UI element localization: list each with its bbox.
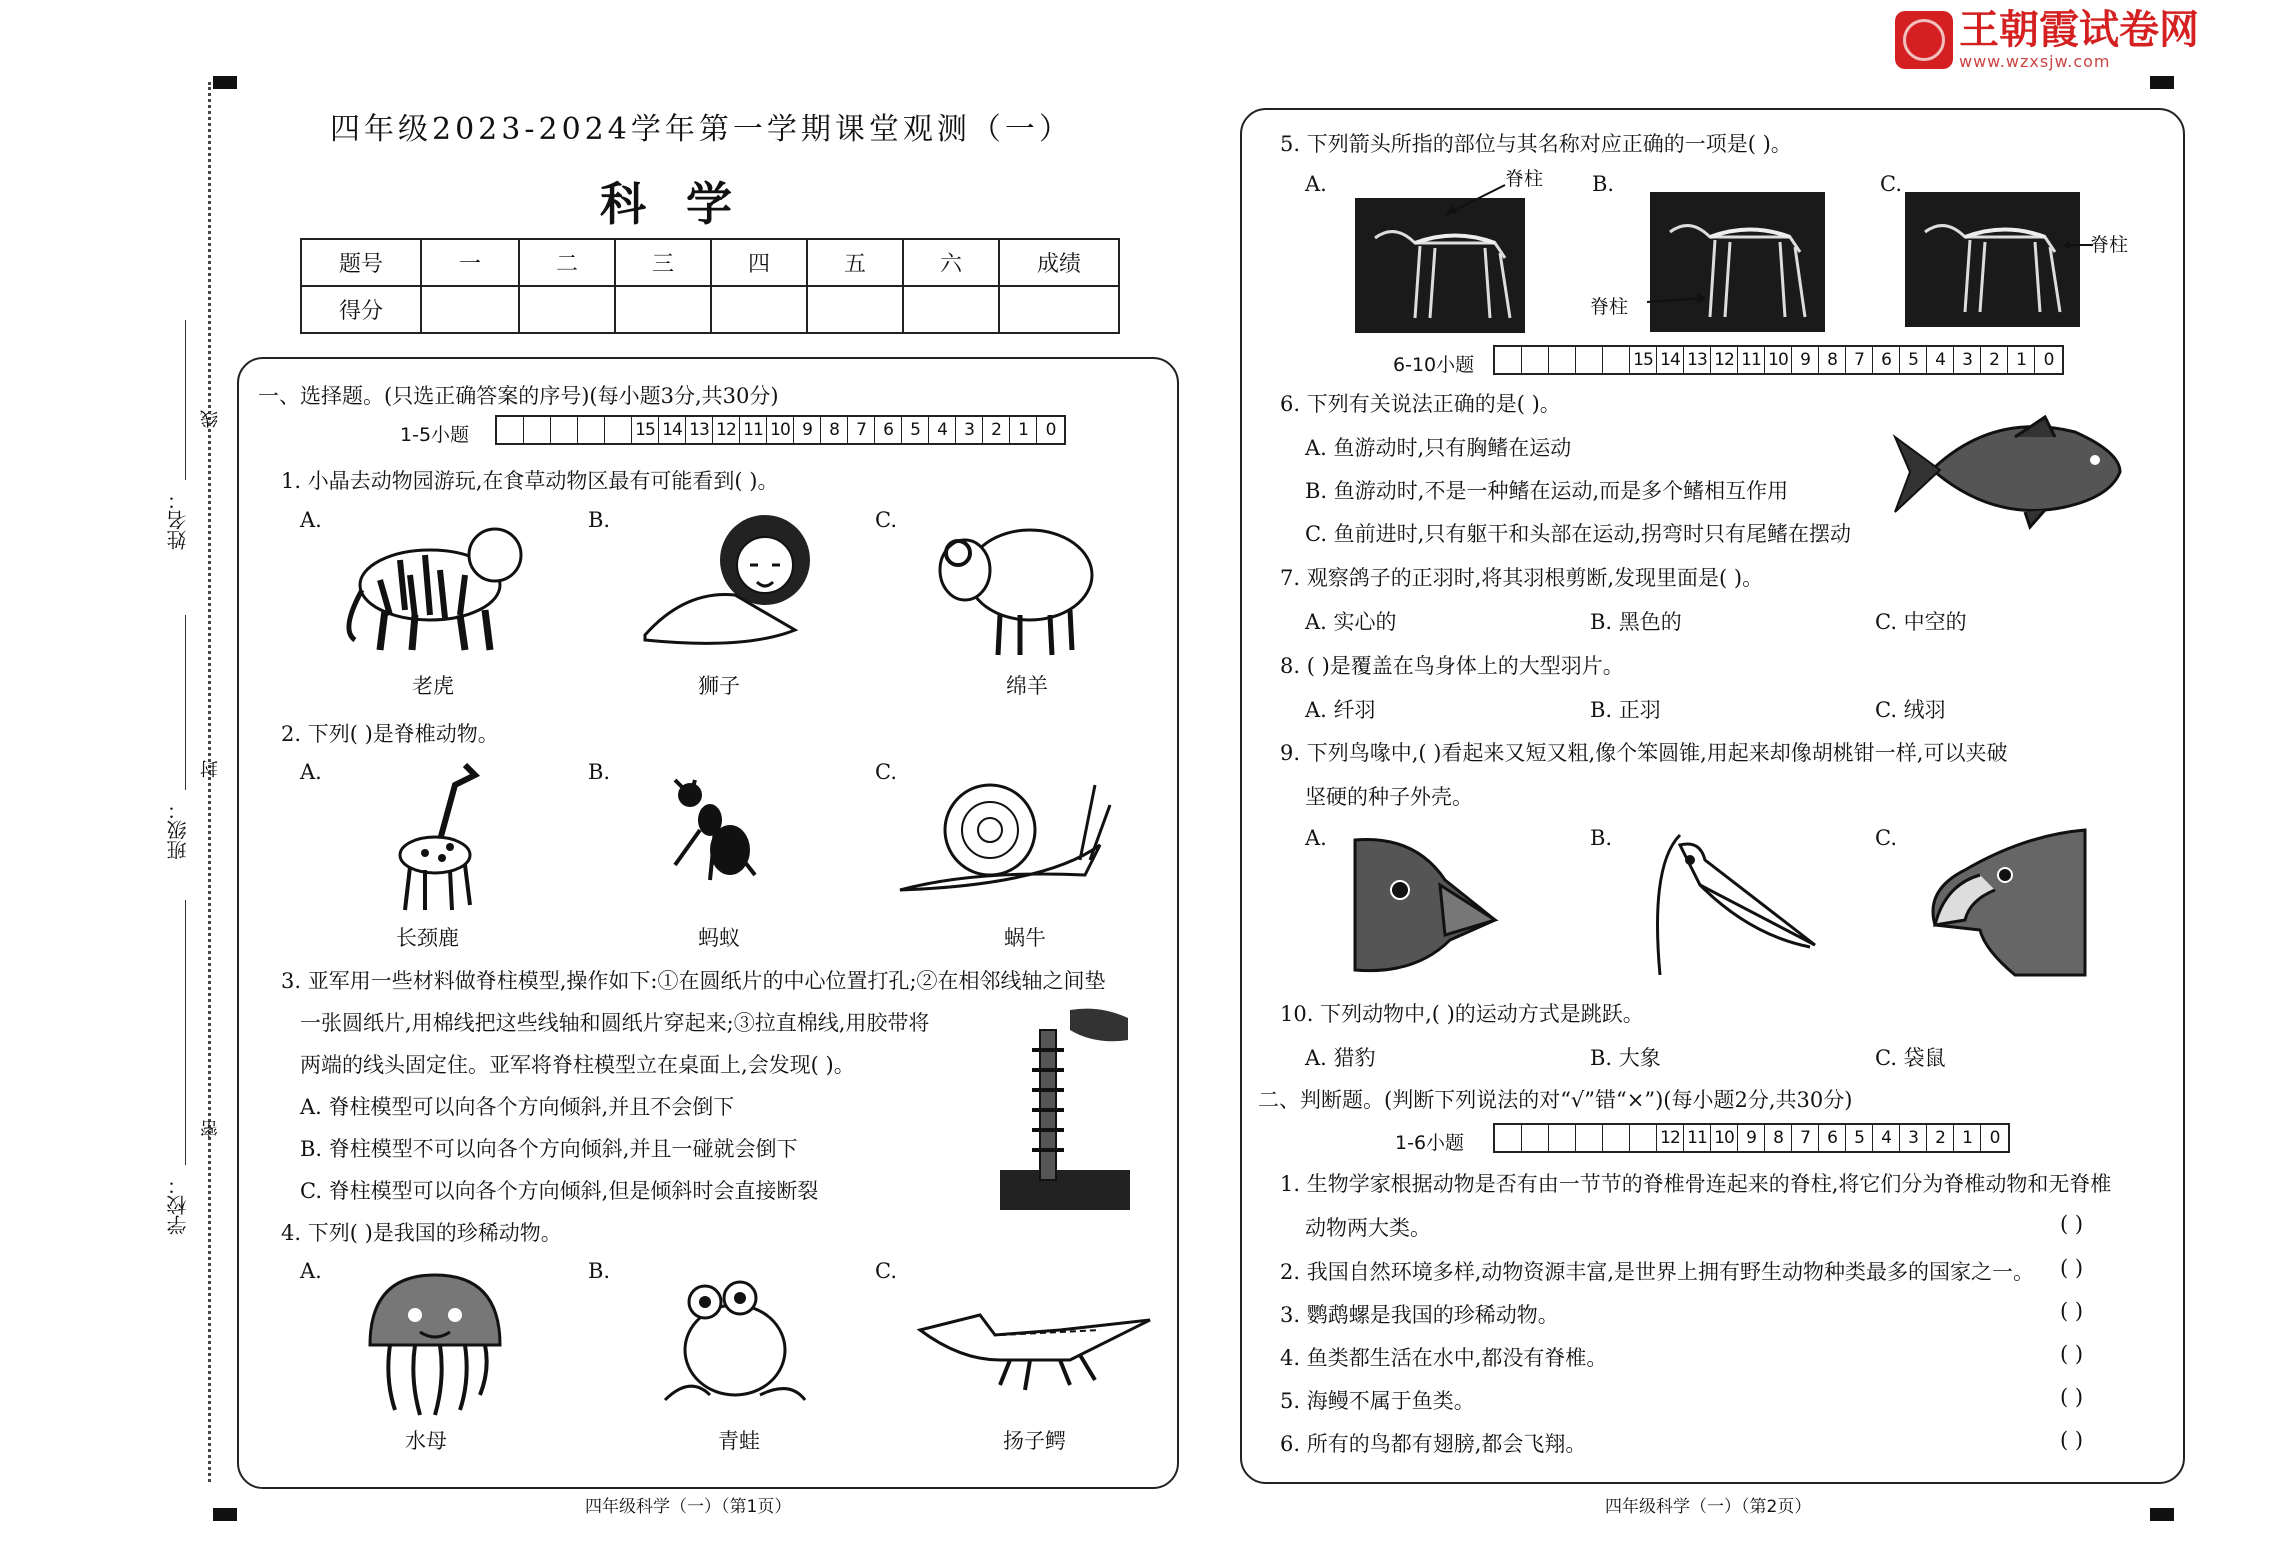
footer-page2: 四年级科学（一）（第2页） [1605, 1497, 1812, 1517]
spine-tag-b: 脊柱 [1590, 296, 1629, 318]
option-label: C. [875, 760, 897, 784]
q10-option: C. 袋鼠 [1875, 1046, 1946, 1070]
judge-item-4: 4. 鱼类都生活在水中,都没有脊椎。 [1280, 1346, 1608, 1370]
seal-icon [1895, 11, 1953, 69]
q2-stem: 2. 下列( )是脊椎动物。 [281, 722, 499, 746]
judge-answer-paren[interactable]: ( ) [2060, 1385, 2084, 1409]
judge-item-6: 6. 所有的鸟都有翅膀,都会飞翔。 [1280, 1432, 1587, 1456]
answer-grid-judge[interactable]: 12 11 10 9 8 7 6 5 4 3 2 1 0 [1493, 1123, 2010, 1153]
q3-line: 3. 亚军用一些材料做脊柱模型,操作如下:①在圆纸片的中心位置打孔;②在相邻线轴之间垫 [281, 969, 1106, 993]
option-label: C. [1880, 172, 1902, 196]
judge-answer-paren[interactable]: ( ) [2060, 1342, 2084, 1366]
option-label: C. [875, 1259, 897, 1283]
score-header-cell: 二 [519, 239, 615, 286]
arrow-icon [1440, 180, 1510, 220]
judge-answer-paren[interactable]: ( ) [2060, 1256, 2084, 1280]
school-label: 学校： [166, 1175, 190, 1235]
q3-option: A. 脊柱模型可以向各个方向倾斜,并且不会倒下 [300, 1095, 735, 1119]
exam-title: 四年级2023-2024学年第一学期课堂观测（一） [330, 112, 1073, 147]
judge-item-5: 5. 海鳗不属于鱼类。 [1280, 1389, 1475, 1413]
name-label: 姓名： [166, 490, 190, 550]
binding-feng: 封 [200, 760, 221, 778]
judge-answer-paren[interactable]: ( ) [2060, 1299, 2084, 1323]
watermark-url: www.wzxsjw.com [1959, 52, 2111, 71]
beak-b-illustration [1640, 835, 1820, 975]
registration-mark [2150, 1508, 2174, 1521]
judge-item-3: 3. 鹦鹉螺是我国的珍稀动物。 [1280, 1303, 1559, 1327]
name-underline [185, 320, 186, 480]
caption: 扬子鳄 [1003, 1429, 1066, 1453]
option-label: A. [300, 760, 322, 784]
q9-line: 坚硬的种子外壳。 [1305, 785, 1473, 809]
q7-option: A. 实心的 [1305, 610, 1397, 634]
arrow-icon [1642, 290, 1712, 310]
tiger-illustration [340, 520, 530, 660]
ant-illustration [665, 775, 765, 895]
beak-a-illustration [1355, 840, 1495, 975]
score-header-cell: 成绩 [999, 239, 1119, 286]
score-header-cell: 六 [903, 239, 999, 286]
caption: 老虎 [412, 674, 454, 698]
q8-option: A. 纤羽 [1305, 698, 1376, 722]
frog-illustration [660, 1280, 810, 1410]
judge-item-1-cont: 动物两大类。 [1305, 1216, 1431, 1240]
q3-line: 两端的线头固定住。亚军将脊柱模型立在桌面上,会发现( )。 [300, 1053, 855, 1077]
option-label: B. [1592, 172, 1615, 196]
q6-option: C. 鱼前进时,只有躯干和头部在运动,拐弯时只有尾鳍在摆动 [1305, 522, 1852, 546]
option-label: B. [588, 760, 611, 784]
score-header-cell: 一 [421, 239, 519, 286]
option-label: B. [588, 1259, 611, 1283]
q6-stem: 6. 下列有关说法正确的是( )。 [1280, 392, 1561, 416]
binding-mi: 密 [200, 1120, 221, 1138]
skeleton-image-b [1650, 192, 1825, 332]
grid-label-1-5: 1-5小题 [400, 424, 470, 446]
sheep-illustration [930, 515, 1100, 665]
registration-mark [213, 76, 237, 89]
score-input-cell[interactable] [421, 286, 519, 333]
judge-item-1: 1. 生物学家根据动物是否有由一节节的脊椎骨连起来的脊柱,将它们分为脊椎动物和无脊椎 [1280, 1172, 2112, 1196]
arrow-icon [2060, 240, 2095, 250]
skeleton-image-c [1905, 192, 2080, 327]
q3-option: C. 脊柱模型可以向各个方向倾斜,但是倾斜时会直接断裂 [300, 1179, 819, 1203]
option-label: B. [588, 508, 611, 532]
caption: 水母 [405, 1429, 447, 1453]
q1-stem: 1. 小晶去动物园游玩,在食草动物区最有可能看到( )。 [281, 469, 779, 493]
q8-stem: 8. ( )是覆盖在鸟身体上的大型羽片。 [1280, 654, 1624, 678]
judge-answer-paren[interactable]: ( ) [2060, 1428, 2084, 1452]
spine-model-illustration [1000, 1010, 1130, 1210]
option-label: C. [875, 508, 897, 532]
score-header-cell: 四 [711, 239, 807, 286]
score-row-label: 得分 [301, 286, 421, 333]
score-input-cell[interactable] [519, 286, 615, 333]
q10-option: B. 大象 [1590, 1046, 1661, 1070]
q6-option: B. 鱼游动时,不是一种鳍在运动,而是多个鳍相互作用 [1305, 479, 1789, 503]
q3-option: B. 脊柱模型不可以向各个方向倾斜,并且一碰就会倒下 [300, 1137, 798, 1161]
q4-stem: 4. 下列( )是我国的珍稀动物。 [281, 1221, 562, 1245]
spine-tag-c: 脊柱 [2090, 234, 2129, 256]
score-table [300, 238, 1120, 334]
spine-tag-a: 脊柱 [1505, 168, 1544, 190]
subject-title: 科学 [600, 177, 772, 231]
q8-option: C. 绒羽 [1875, 698, 1946, 722]
caption: 绵羊 [1006, 674, 1048, 698]
score-header-cell: 五 [807, 239, 903, 286]
watermark-logo [1895, 8, 2199, 71]
giraffe-illustration [380, 755, 500, 915]
binding-dotted-line [208, 82, 211, 1482]
option-label: A. [1305, 826, 1327, 850]
judge-item-2: 2. 我国自然环境多样,动物资源丰富,是世界上拥有野生动物种类最多的国家之一。 [1280, 1260, 2035, 1284]
fish-illustration [1895, 412, 2125, 527]
caption: 青蛙 [718, 1429, 760, 1453]
q10-option: A. 猎豹 [1305, 1046, 1376, 1070]
q7-option: B. 黑色的 [1590, 610, 1682, 634]
class-label: 班级： [166, 800, 190, 860]
watermark-name: 王朝霞试卷网 [1959, 7, 2199, 53]
footer-page1: 四年级科学（一）（第1页） [585, 1497, 792, 1517]
option-label: A. [300, 508, 322, 532]
score-header-cell: 三 [615, 239, 711, 286]
snail-illustration [895, 765, 1115, 905]
q6-option: A. 鱼游动时,只有胸鳍在运动 [1305, 436, 1572, 460]
score-input-cell[interactable] [999, 286, 1119, 333]
beak-c-illustration [1925, 830, 2085, 975]
judge-answer-paren[interactable]: ( ) [2060, 1212, 2084, 1236]
q10-stem: 10. 下列动物中,( )的运动方式是跳跃。 [1280, 1002, 1644, 1026]
score-input-cell[interactable] [807, 286, 903, 333]
option-label: B. [1590, 826, 1613, 850]
option-label: A. [1305, 172, 1327, 196]
score-input-cell[interactable] [903, 286, 999, 333]
caption: 长颈鹿 [396, 926, 459, 950]
caption: 狮子 [698, 674, 740, 698]
binding-xian: 线 [200, 410, 221, 428]
q7-stem: 7. 观察鸽子的正羽时,将其羽根剪断,发现里面是( )。 [1280, 566, 1764, 590]
grid-label-6-10: 6-10小题 [1393, 354, 1475, 376]
score-input-cell[interactable] [615, 286, 711, 333]
registration-mark [2150, 76, 2174, 89]
option-label: C. [1875, 826, 1897, 850]
q7-option: C. 中空的 [1875, 610, 1967, 634]
grid-label-1-6: 1-6小题 [1395, 1132, 1465, 1154]
q9-line: 9. 下列鸟喙中,( )看起来又短又粗,像个笨圆锥,用起来却像胡桃钳一样,可以夹破 [1280, 741, 2008, 765]
registration-mark [213, 1508, 237, 1521]
q3-line: 一张圆纸片,用棉线把这些线轴和圆纸片穿起来;③拉直棉线,用胶带将 [300, 1011, 930, 1035]
school-underline [185, 900, 186, 1165]
score-input-cell[interactable] [711, 286, 807, 333]
jellyfish-illustration [360, 1270, 510, 1420]
caption: 蚂蚁 [698, 926, 740, 950]
lion-illustration [625, 510, 815, 660]
answer-grid-6-10[interactable]: 15 14 13 12 11 10 9 8 7 6 5 4 3 2 1 0 [1493, 345, 2064, 375]
caption: 蜗牛 [1004, 926, 1046, 950]
alligator-illustration [920, 1300, 1150, 1400]
section2-heading: 二、判断题。(判断下列说法的对“√”错“×”)(每小题2分,共30分) [1258, 1088, 1853, 1112]
q8-option: B. 正羽 [1590, 698, 1661, 722]
q5-stem: 5. 下列箭头所指的部位与其名称对应正确的一项是( )。 [1280, 132, 1792, 156]
class-underline [185, 615, 186, 790]
section1-heading: 一、选择题。(只选正确答案的序号)(每小题3分,共30分) [258, 384, 779, 408]
score-header-cell: 题号 [301, 239, 421, 286]
option-label: A. [300, 1259, 322, 1283]
answer-grid-1-5[interactable]: 15 14 13 12 11 10 9 8 7 6 5 4 3 2 1 0 [495, 415, 1066, 445]
